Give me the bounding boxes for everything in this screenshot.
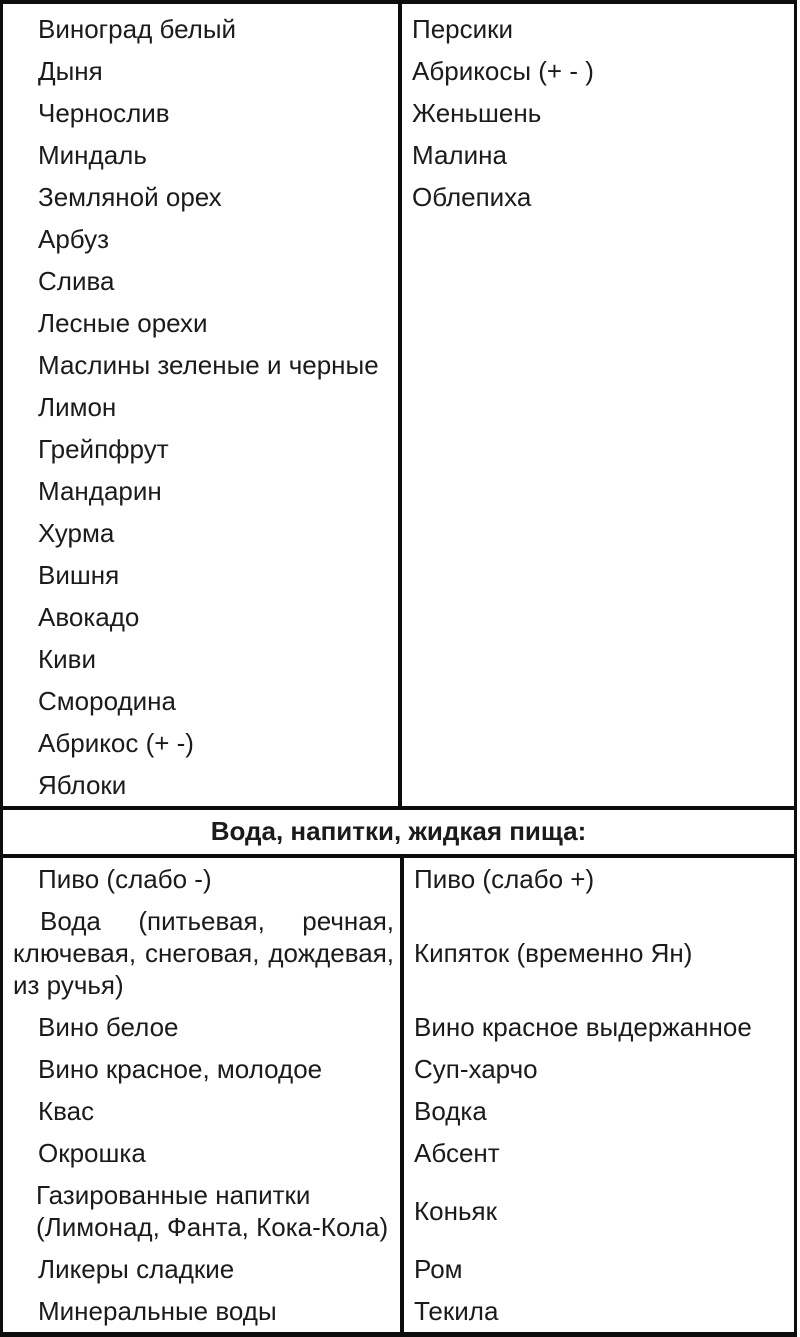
- drinks-right-cell: [402, 1006, 794, 1048]
- list-item: Пиво (слабо +): [414, 864, 595, 894]
- fruits-section: [3, 4, 794, 810]
- drinks-left-cell: [3, 1290, 402, 1332]
- list-item: Вишня: [38, 560, 120, 590]
- drinks-right-cell: [402, 1174, 794, 1248]
- list-item: Текила: [414, 1296, 499, 1326]
- list-item: Окрошка: [38, 1138, 146, 1168]
- fruits-right-cell: [402, 4, 794, 806]
- list-item: Хурма: [38, 518, 115, 548]
- table-row: [3, 858, 794, 900]
- drinks-right-cell: [402, 1290, 794, 1332]
- list-item: Малина: [412, 140, 507, 170]
- list-item: Чернослив: [38, 98, 170, 128]
- table-row: [3, 1048, 794, 1090]
- drinks-left-cell: [3, 1174, 402, 1248]
- list-item: Лесные орехи: [38, 308, 208, 338]
- list-item: Смородина: [38, 686, 176, 716]
- list-item: Вино красное выдержанное: [414, 1012, 752, 1042]
- table-row: [3, 1090, 794, 1132]
- table-row: [3, 1290, 794, 1332]
- list-item: Слива: [38, 266, 115, 296]
- table-row: [3, 1006, 794, 1048]
- list-item: Дыня: [38, 56, 103, 86]
- list-item: Абрикос (+ -): [38, 728, 194, 758]
- list-item: Водка: [414, 1096, 487, 1126]
- drinks-left-cell: [3, 1090, 402, 1132]
- drinks-right-cell: [402, 1090, 794, 1132]
- table-row: [3, 1132, 794, 1174]
- list-item: Яблоки: [38, 770, 127, 800]
- drinks-left-cell: [3, 858, 402, 900]
- list-item: Грейпфрут: [38, 434, 169, 464]
- list-item: Вино белое: [38, 1012, 179, 1042]
- list-item: Арбуз: [38, 224, 110, 254]
- fruits-left-cell: [3, 4, 402, 806]
- drinks-right-cell: [402, 1248, 794, 1290]
- list-item: Ром: [414, 1254, 463, 1284]
- list-item: Мандарин: [38, 476, 162, 506]
- list-item: Газированные напитки (Лимонад, Фанта, Кока-Кола): [36, 1180, 389, 1242]
- drinks-left-cell: [3, 900, 402, 1006]
- drinks-right-cell: [402, 1132, 794, 1174]
- drinks-left-cell: [3, 1132, 402, 1174]
- list-item: Минеральные воды: [38, 1296, 277, 1326]
- list-item: Киви: [38, 644, 97, 674]
- list-item: Облепиха: [412, 182, 532, 212]
- table-row: [3, 900, 794, 1006]
- list-item: Виноград белый: [38, 14, 237, 44]
- table-row: [3, 1248, 794, 1290]
- list-item: Ликеры сладкие: [38, 1254, 235, 1284]
- drinks-left-cell: [3, 1248, 402, 1290]
- drinks-section: [3, 858, 794, 1332]
- drinks-right-cell: [402, 858, 794, 900]
- list-item: Коньяк: [414, 1196, 497, 1226]
- list-item: Маслины зеленые и черные: [38, 350, 379, 380]
- list-item: Квас: [38, 1096, 95, 1126]
- drinks-right-cell: [402, 900, 794, 1006]
- drinks-right-cell: [402, 1048, 794, 1090]
- list-item: Вода (питьевая, речная, ключевая, снеговая, дождевая, из ручья): [13, 906, 394, 1000]
- list-item: Земляной орех: [38, 182, 222, 212]
- list-item: Женьшень: [412, 98, 542, 128]
- list-item: Абсент: [414, 1138, 500, 1168]
- list-item: Кипяток (временно Ян): [414, 938, 693, 968]
- list-item: Лимон: [38, 392, 117, 422]
- list-item: Вино красное, молодое: [38, 1054, 323, 1084]
- list-item: Суп-харчо: [414, 1054, 538, 1084]
- list-item: Пиво (слабо -): [38, 864, 212, 894]
- section-header: Вода, напитки, жидкая пища:: [3, 810, 794, 858]
- list-item: Авокадо: [38, 602, 140, 632]
- list-item: Миндаль: [38, 140, 147, 170]
- drinks-left-cell: [3, 1048, 402, 1090]
- list-item: Персики: [412, 14, 514, 44]
- list-item: Абрикосы (+ - ): [412, 56, 594, 86]
- drinks-left-cell: [3, 1006, 402, 1048]
- table-row: [3, 1174, 794, 1248]
